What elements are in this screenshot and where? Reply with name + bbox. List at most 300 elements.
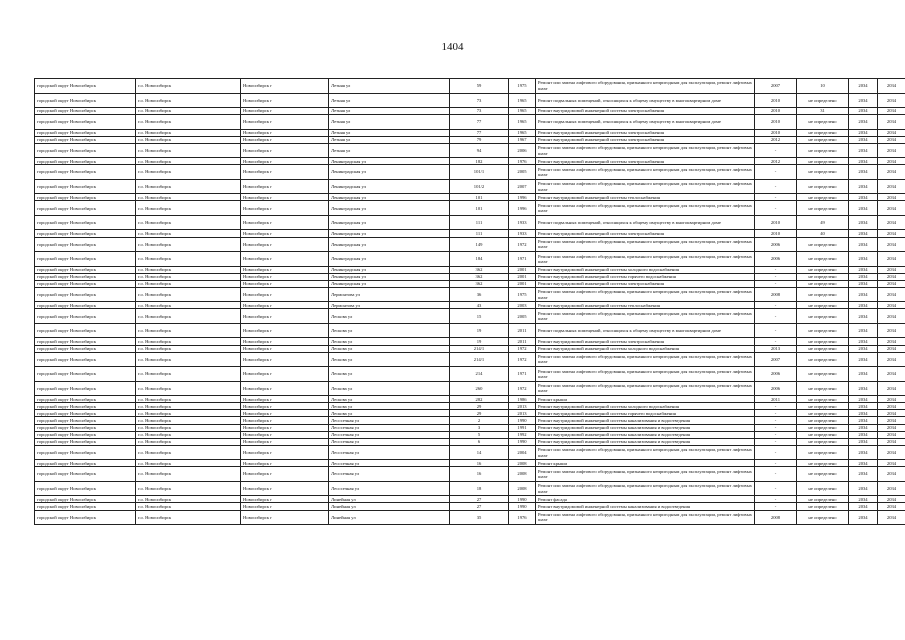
settlement-cell: г.о. Новосибирск	[136, 309, 241, 324]
table-row	[35, 79, 905, 94]
build-year-cell: 2008	[509, 481, 536, 496]
city-cell: Новосибирск г	[241, 309, 329, 324]
wear-percent-cell: не определено	[797, 403, 849, 410]
house-number-cell: 101	[450, 194, 509, 201]
settlement-cell: г.о. Новосибирск	[136, 266, 241, 273]
planned-start-cell: 2034	[849, 496, 878, 503]
house-number-cell: 101/1	[450, 165, 509, 180]
municipality-cell: городской округ Новосибирск	[35, 323, 136, 338]
build-year-cell: 2001	[509, 273, 536, 280]
city-cell: Новосибирск г	[241, 215, 329, 230]
city-cell: Новосибирск г	[241, 287, 329, 302]
work-type-cell: Ремонт или замена лифтового оборудования, признанного непригодным для эксплуатации, ремонт лифтовых шахт	[536, 367, 755, 382]
wear-percent-cell: не определено	[797, 367, 849, 382]
last-repair-year-cell: -	[755, 424, 797, 431]
house-number-cell: 6	[450, 438, 509, 445]
work-type-cell: Ремонт крыши	[536, 396, 755, 403]
planned-start-cell: 2034	[849, 230, 878, 237]
settlement-cell: г.о. Новосибирск	[136, 273, 241, 280]
work-type-cell: Ремонт или замена лифтового оборудования, признанного непригодным для эксплуатации, ремонт лифтовых шахт	[536, 445, 755, 460]
house-number-cell: 214/1	[450, 352, 509, 367]
planned-start-cell: 2034	[849, 179, 878, 194]
planned-end-cell: 2034	[878, 424, 905, 431]
planned-start-cell: 2034	[849, 129, 878, 136]
planned-start-cell: 2034	[849, 417, 878, 424]
municipality-cell: городской округ Новосибирск	[35, 165, 136, 180]
table-row	[35, 403, 905, 410]
planned-end-cell: 2034	[878, 438, 905, 445]
build-year-cell: 1972	[509, 237, 536, 252]
planned-end-cell: 2034	[878, 410, 905, 417]
wear-percent-cell: не определено	[797, 280, 849, 287]
work-type-cell: Ремонт внутридомовой инженерной системы холодного водоснабжения	[536, 345, 755, 352]
wear-percent-cell: не определено	[797, 237, 849, 252]
street-cell: Ленинградская ул	[329, 201, 450, 216]
municipality-cell: городской округ Новосибирск	[35, 194, 136, 201]
wear-percent-cell: не определено	[797, 345, 849, 352]
street-cell: Летняя ул	[329, 79, 450, 94]
wear-percent-cell: не определено	[797, 417, 849, 424]
last-repair-year-cell: -	[755, 460, 797, 467]
house-number-cell: 101/2	[450, 179, 509, 194]
build-year-cell: 2011	[509, 338, 536, 345]
table-row	[35, 503, 905, 510]
settlement-cell: г.о. Новосибирск	[136, 503, 241, 510]
city-cell: Новосибирск г	[241, 108, 329, 115]
house-number-cell: 260	[450, 381, 509, 396]
planned-end-cell: 2034	[878, 108, 905, 115]
settlement-cell: г.о. Новосибирск	[136, 338, 241, 345]
table-row	[35, 396, 905, 403]
last-repair-year-cell: 2010	[755, 129, 797, 136]
settlement-cell: г.о. Новосибирск	[136, 424, 241, 431]
street-cell: Лесосечная ул	[329, 481, 450, 496]
work-type-cell: Ремонт или замена лифтового оборудования, признанного непригодным для эксплуатации, ремонт лифтовых шахт	[536, 179, 755, 194]
wear-percent-cell: не определено	[797, 93, 849, 108]
wear-percent-cell: 40	[797, 230, 849, 237]
house-number-cell: 16	[450, 467, 509, 482]
settlement-cell: г.о. Новосибирск	[136, 108, 241, 115]
planned-end-cell: 2034	[878, 338, 905, 345]
planned-start-cell: 2034	[849, 165, 878, 180]
house-number-cell: 27	[450, 496, 509, 503]
house-number-cell: 73	[450, 108, 509, 115]
work-type-cell: Ремонт или замена лифтового оборудования, признанного непригодным для эксплуатации, ремонт лифтовых шахт	[536, 309, 755, 324]
settlement-cell: г.о. Новосибирск	[136, 79, 241, 94]
city-cell: Новосибирск г	[241, 460, 329, 467]
last-repair-year-cell: -	[755, 403, 797, 410]
last-repair-year-cell: 2006	[755, 367, 797, 382]
planned-end-cell: 2034	[878, 431, 905, 438]
municipality-cell: городской округ Новосибирск	[35, 510, 136, 525]
planned-start-cell: 2034	[849, 445, 878, 460]
street-cell: Лескова ул	[329, 403, 450, 410]
table-row	[35, 460, 905, 467]
municipality-cell: городской округ Новосибирск	[35, 230, 136, 237]
build-year-cell: 2013	[509, 403, 536, 410]
settlement-cell: г.о. Новосибирск	[136, 115, 241, 130]
street-cell: Ленинградская ул	[329, 194, 450, 201]
build-year-cell: 1971	[509, 252, 536, 267]
work-type-cell: Ремонт внутридомовой инженерной системы электроснабжения	[536, 158, 755, 165]
street-cell: Лермонтова ул	[329, 302, 450, 309]
last-repair-year-cell: -	[755, 503, 797, 510]
wear-percent-cell: не определено	[797, 302, 849, 309]
table-row	[35, 266, 905, 273]
planned-end-cell: 2034	[878, 496, 905, 503]
city-cell: Новосибирск г	[241, 403, 329, 410]
table-row	[35, 287, 905, 302]
work-type-cell: Ремонт внутридомовой инженерной системы электроснабжения	[536, 338, 755, 345]
street-cell: Лескова ул	[329, 323, 450, 338]
planned-start-cell: 2034	[849, 396, 878, 403]
city-cell: Новосибирск г	[241, 136, 329, 143]
planned-start-cell: 2034	[849, 431, 878, 438]
settlement-cell: г.о. Новосибирск	[136, 410, 241, 417]
municipality-cell: городской округ Новосибирск	[35, 252, 136, 267]
planned-end-cell: 2034	[878, 481, 905, 496]
street-cell: Летняя ул	[329, 108, 450, 115]
wear-percent-cell: не определено	[797, 194, 849, 201]
city-cell: Новосибирск г	[241, 510, 329, 525]
work-type-cell: Ремонт или замена лифтового оборудования, признанного непригодным для эксплуатации, ремонт лифтовых шахт	[536, 467, 755, 482]
build-year-cell: 1990	[509, 496, 536, 503]
settlement-cell: г.о. Новосибирск	[136, 352, 241, 367]
last-repair-year-cell: -	[755, 165, 797, 180]
build-year-cell: 1975	[509, 79, 536, 94]
street-cell: Ленинградская ул	[329, 215, 450, 230]
wear-percent-cell: не определено	[797, 201, 849, 216]
municipality-cell: городской округ Новосибирск	[35, 302, 136, 309]
last-repair-year-cell: 2007	[755, 79, 797, 94]
house-number-cell: 73	[450, 93, 509, 108]
last-repair-year-cell: -	[755, 496, 797, 503]
planned-end-cell: 2034	[878, 460, 905, 467]
planned-start-cell: 2034	[849, 194, 878, 201]
repair-schedule-table	[34, 78, 905, 525]
table-body	[35, 79, 905, 525]
settlement-cell: г.о. Новосибирск	[136, 143, 241, 158]
work-type-cell: Ремонт внутридомовой инженерной системы электроснабжения	[536, 280, 755, 287]
city-cell: Новосибирск г	[241, 266, 329, 273]
street-cell: Лескова ул	[329, 338, 450, 345]
last-repair-year-cell: 2013	[755, 345, 797, 352]
planned-end-cell: 2034	[878, 323, 905, 338]
build-year-cell: 1972	[509, 345, 536, 352]
city-cell: Новосибирск г	[241, 345, 329, 352]
municipality-cell: городской округ Новосибирск	[35, 136, 136, 143]
house-number-cell: 2	[450, 417, 509, 424]
settlement-cell: г.о. Новосибирск	[136, 165, 241, 180]
last-repair-year-cell: -	[755, 445, 797, 460]
last-repair-year-cell: 2006	[755, 381, 797, 396]
planned-end-cell: 2034	[878, 79, 905, 94]
build-year-cell: 1975	[509, 287, 536, 302]
planned-end-cell: 2034	[878, 396, 905, 403]
municipality-cell: городской округ Новосибирск	[35, 215, 136, 230]
table-row	[35, 129, 905, 136]
build-year-cell: 1990	[509, 503, 536, 510]
settlement-cell: г.о. Новосибирск	[136, 396, 241, 403]
city-cell: Новосибирск г	[241, 273, 329, 280]
work-type-cell: Ремонт крыши	[536, 460, 755, 467]
last-repair-year-cell: -	[755, 273, 797, 280]
work-type-cell: Ремонт или замена лифтового оборудования, признанного непригодным для эксплуатации, ремонт лифтовых шахт	[536, 481, 755, 496]
table-row	[35, 496, 905, 503]
work-type-cell: Ремонт или замена лифтового оборудования, признанного непригодным для эксплуатации, ремонт лифтовых шахт	[536, 165, 755, 180]
table-row	[35, 179, 905, 194]
house-number-cell: 149	[450, 237, 509, 252]
wear-percent-cell: не определено	[797, 323, 849, 338]
settlement-cell: г.о. Новосибирск	[136, 481, 241, 496]
planned-end-cell: 2034	[878, 417, 905, 424]
work-type-cell: Ремонт или замена лифтового оборудования, признанного непригодным для эксплуатации, ремонт лифтовых шахт	[536, 287, 755, 302]
settlement-cell: г.о. Новосибирск	[136, 158, 241, 165]
build-year-cell: 1965	[509, 93, 536, 108]
planned-end-cell: 2034	[878, 143, 905, 158]
last-repair-year-cell: -	[755, 323, 797, 338]
settlement-cell: г.о. Новосибирск	[136, 93, 241, 108]
work-type-cell: Ремонт подвальных помещений, относящихся к общему имуществу в многоквартирном доме	[536, 115, 755, 130]
last-repair-year-cell: -	[755, 309, 797, 324]
municipality-cell: городской округ Новосибирск	[35, 108, 136, 115]
planned-start-cell: 2034	[849, 467, 878, 482]
last-repair-year-cell: -	[755, 266, 797, 273]
last-repair-year-cell: 2010	[755, 108, 797, 115]
planned-start-cell: 2034	[849, 108, 878, 115]
wear-percent-cell: не определено	[797, 510, 849, 525]
city-cell: Новосибирск г	[241, 201, 329, 216]
municipality-cell: городской округ Новосибирск	[35, 338, 136, 345]
planned-end-cell: 2034	[878, 194, 905, 201]
planned-end-cell: 2034	[878, 287, 905, 302]
municipality-cell: городской округ Новосибирск	[35, 417, 136, 424]
wear-percent-cell: 49	[797, 215, 849, 230]
city-cell: Новосибирск г	[241, 323, 329, 338]
planned-start-cell: 2034	[849, 158, 878, 165]
planned-end-cell: 2034	[878, 367, 905, 382]
work-type-cell: Ремонт подвальных помещений, относящихся к общему имуществу в многоквартирном доме	[536, 215, 755, 230]
street-cell: Летняя ул	[329, 129, 450, 136]
city-cell: Новосибирск г	[241, 496, 329, 503]
last-repair-year-cell: -	[755, 467, 797, 482]
last-repair-year-cell: 2012	[755, 136, 797, 143]
house-number-cell: 29	[450, 403, 509, 410]
planned-start-cell: 2034	[849, 460, 878, 467]
street-cell: Лескова ул	[329, 396, 450, 403]
wear-percent-cell: не определено	[797, 410, 849, 417]
municipality-cell: городской округ Новосибирск	[35, 309, 136, 324]
settlement-cell: г.о. Новосибирск	[136, 280, 241, 287]
municipality-cell: городской округ Новосибирск	[35, 93, 136, 108]
municipality-cell: городской округ Новосибирск	[35, 352, 136, 367]
city-cell: Новосибирск г	[241, 115, 329, 130]
settlement-cell: г.о. Новосибирск	[136, 417, 241, 424]
street-cell: Линейная ул	[329, 510, 450, 525]
wear-percent-cell: не определено	[797, 165, 849, 180]
city-cell: Новосибирск г	[241, 179, 329, 194]
planned-end-cell: 2034	[878, 165, 905, 180]
planned-start-cell: 2034	[849, 136, 878, 143]
work-type-cell: Ремонт внутридомовой инженерной системы холодного водоснабжения	[536, 266, 755, 273]
build-year-cell: 2001	[509, 266, 536, 273]
last-repair-year-cell: 2010	[755, 115, 797, 130]
work-type-cell: Ремонт внутридомовой инженерной системы канализования и водоотведения	[536, 417, 755, 424]
planned-end-cell: 2034	[878, 179, 905, 194]
table-row	[35, 230, 905, 237]
city-cell: Новосибирск г	[241, 252, 329, 267]
table-row	[35, 165, 905, 180]
planned-start-cell: 2034	[849, 338, 878, 345]
planned-start-cell: 2034	[849, 424, 878, 431]
settlement-cell: г.о. Новосибирск	[136, 496, 241, 503]
city-cell: Новосибирск г	[241, 352, 329, 367]
last-repair-year-cell: -	[755, 338, 797, 345]
planned-start-cell: 2034	[849, 79, 878, 94]
planned-start-cell: 2034	[849, 273, 878, 280]
last-repair-year-cell: -	[755, 431, 797, 438]
table-row	[35, 309, 905, 324]
wear-percent-cell: не определено	[797, 496, 849, 503]
planned-start-cell: 2034	[849, 410, 878, 417]
city-cell: Новосибирск г	[241, 143, 329, 158]
planned-end-cell: 2034	[878, 237, 905, 252]
planned-start-cell: 2034	[849, 287, 878, 302]
municipality-cell: городской округ Новосибирск	[35, 496, 136, 503]
street-cell: Ленинградская ул	[329, 237, 450, 252]
last-repair-year-cell: -	[755, 194, 797, 201]
city-cell: Новосибирск г	[241, 396, 329, 403]
last-repair-year-cell: -	[755, 179, 797, 194]
wear-percent-cell: не определено	[797, 424, 849, 431]
street-cell: Ленинградская ул	[329, 165, 450, 180]
street-cell: Линейная ул	[329, 503, 450, 510]
street-cell: Лескова ул	[329, 381, 450, 396]
last-repair-year-cell: 2010	[755, 93, 797, 108]
table-row	[35, 410, 905, 417]
table-row	[35, 345, 905, 352]
settlement-cell: г.о. Новосибирск	[136, 345, 241, 352]
street-cell: Ленинградская ул	[329, 266, 450, 273]
street-cell: Ленинградская ул	[329, 252, 450, 267]
street-cell: Лесосечная ул	[329, 467, 450, 482]
house-number-cell: 111	[450, 230, 509, 237]
municipality-cell: городской округ Новосибирск	[35, 143, 136, 158]
planned-end-cell: 2034	[878, 252, 905, 267]
settlement-cell: г.о. Новосибирск	[136, 381, 241, 396]
street-cell: Лесосечная ул	[329, 445, 450, 460]
table-row	[35, 445, 905, 460]
build-year-cell: 1933	[509, 230, 536, 237]
build-year-cell: 1990	[509, 417, 536, 424]
work-type-cell: Ремонт внутридомовой инженерной системы горячего водоснабжения	[536, 273, 755, 280]
settlement-cell: г.о. Новосибирск	[136, 201, 241, 216]
settlement-cell: г.о. Новосибирск	[136, 129, 241, 136]
build-year-cell: 2008	[509, 460, 536, 467]
planned-end-cell: 2034	[878, 93, 905, 108]
table-row	[35, 338, 905, 345]
work-type-cell: Ремонт или замена лифтового оборудования, признанного непригодным для эксплуатации, ремонт лифтовых шахт	[536, 381, 755, 396]
work-type-cell: Ремонт или замена лифтового оборудования, признанного непригодным для эксплуатации, ремонт лифтовых шахт	[536, 510, 755, 525]
house-number-cell: 182	[450, 158, 509, 165]
work-type-cell: Ремонт подвальных помещений, относящихся к общему имуществу в многоквартирном доме	[536, 323, 755, 338]
work-type-cell: Ремонт внутридомовой инженерной системы электроснабжения	[536, 108, 755, 115]
municipality-cell: городской округ Новосибирск	[35, 403, 136, 410]
table-row	[35, 431, 905, 438]
settlement-cell: г.о. Новосибирск	[136, 367, 241, 382]
planned-end-cell: 2034	[878, 467, 905, 482]
planned-start-cell: 2034	[849, 510, 878, 525]
settlement-cell: г.о. Новосибирск	[136, 136, 241, 143]
build-year-cell: 1965	[509, 108, 536, 115]
municipality-cell: городской округ Новосибирск	[35, 381, 136, 396]
house-number-cell: 362	[450, 266, 509, 273]
work-type-cell: Ремонт или замена лифтового оборудования, признанного непригодным для эксплуатации, ремонт лифтовых шахт	[536, 201, 755, 216]
house-number-cell: 27	[450, 503, 509, 510]
work-type-cell: Ремонт внутридомовой инженерной системы теплоснабжения	[536, 194, 755, 201]
last-repair-year-cell: -	[755, 143, 797, 158]
planned-start-cell: 2034	[849, 503, 878, 510]
wear-percent-cell: не определено	[797, 460, 849, 467]
street-cell: Лескова ул	[329, 309, 450, 324]
settlement-cell: г.о. Новосибирск	[136, 438, 241, 445]
house-number-cell: 59	[450, 79, 509, 94]
city-cell: Новосибирск г	[241, 381, 329, 396]
planned-end-cell: 2034	[878, 510, 905, 525]
house-number-cell: 29	[450, 410, 509, 417]
street-cell: Летняя ул	[329, 143, 450, 158]
house-number-cell: 14	[450, 445, 509, 460]
city-cell: Новосибирск г	[241, 280, 329, 287]
city-cell: Новосибирск г	[241, 367, 329, 382]
page-number: 1404	[441, 41, 464, 53]
municipality-cell: городской округ Новосибирск	[35, 460, 136, 467]
table-row	[35, 273, 905, 280]
planned-end-cell: 2034	[878, 345, 905, 352]
street-cell: Лермонтова ул	[329, 287, 450, 302]
work-type-cell: Ремонт или замена лифтового оборудования, признанного непригодным для эксплуатации, ремонт лифтовых шахт	[536, 237, 755, 252]
planned-start-cell: 2034	[849, 201, 878, 216]
build-year-cell: 2008	[509, 467, 536, 482]
street-cell: Летняя ул	[329, 136, 450, 143]
street-cell: Лесосечная ул	[329, 431, 450, 438]
last-repair-year-cell: 2008	[755, 510, 797, 525]
work-type-cell: Ремонт внутридомовой инженерной системы холодного водоснабжения	[536, 403, 755, 410]
build-year-cell: 1976	[509, 158, 536, 165]
house-number-cell: 214	[450, 367, 509, 382]
planned-end-cell: 2034	[878, 352, 905, 367]
municipality-cell: городской округ Новосибирск	[35, 115, 136, 130]
wear-percent-cell: не определено	[797, 503, 849, 510]
last-repair-year-cell: 2006	[755, 252, 797, 267]
street-cell: Лескова ул	[329, 367, 450, 382]
work-type-cell: Ремонт или замена лифтового оборудования, признанного непригодным для эксплуатации, ремонт лифтовых шахт	[536, 143, 755, 158]
wear-percent-cell: 10	[797, 79, 849, 94]
work-type-cell: Ремонт внутридомовой инженерной системы канализования и водоотведения	[536, 438, 755, 445]
table-row	[35, 417, 905, 424]
municipality-cell: городской округ Новосибирск	[35, 280, 136, 287]
build-year-cell: 2001	[509, 280, 536, 287]
planned-start-cell: 2034	[849, 352, 878, 367]
work-type-cell: Ремонт подвальных помещений, относящихся к общему имуществу в многоквартирном доме	[536, 93, 755, 108]
table-row	[35, 302, 905, 309]
city-cell: Новосибирск г	[241, 302, 329, 309]
settlement-cell: г.о. Новосибирск	[136, 403, 241, 410]
planned-end-cell: 2034	[878, 201, 905, 216]
table-row	[35, 381, 905, 396]
planned-end-cell: 2034	[878, 273, 905, 280]
house-number-cell: 77	[450, 115, 509, 130]
